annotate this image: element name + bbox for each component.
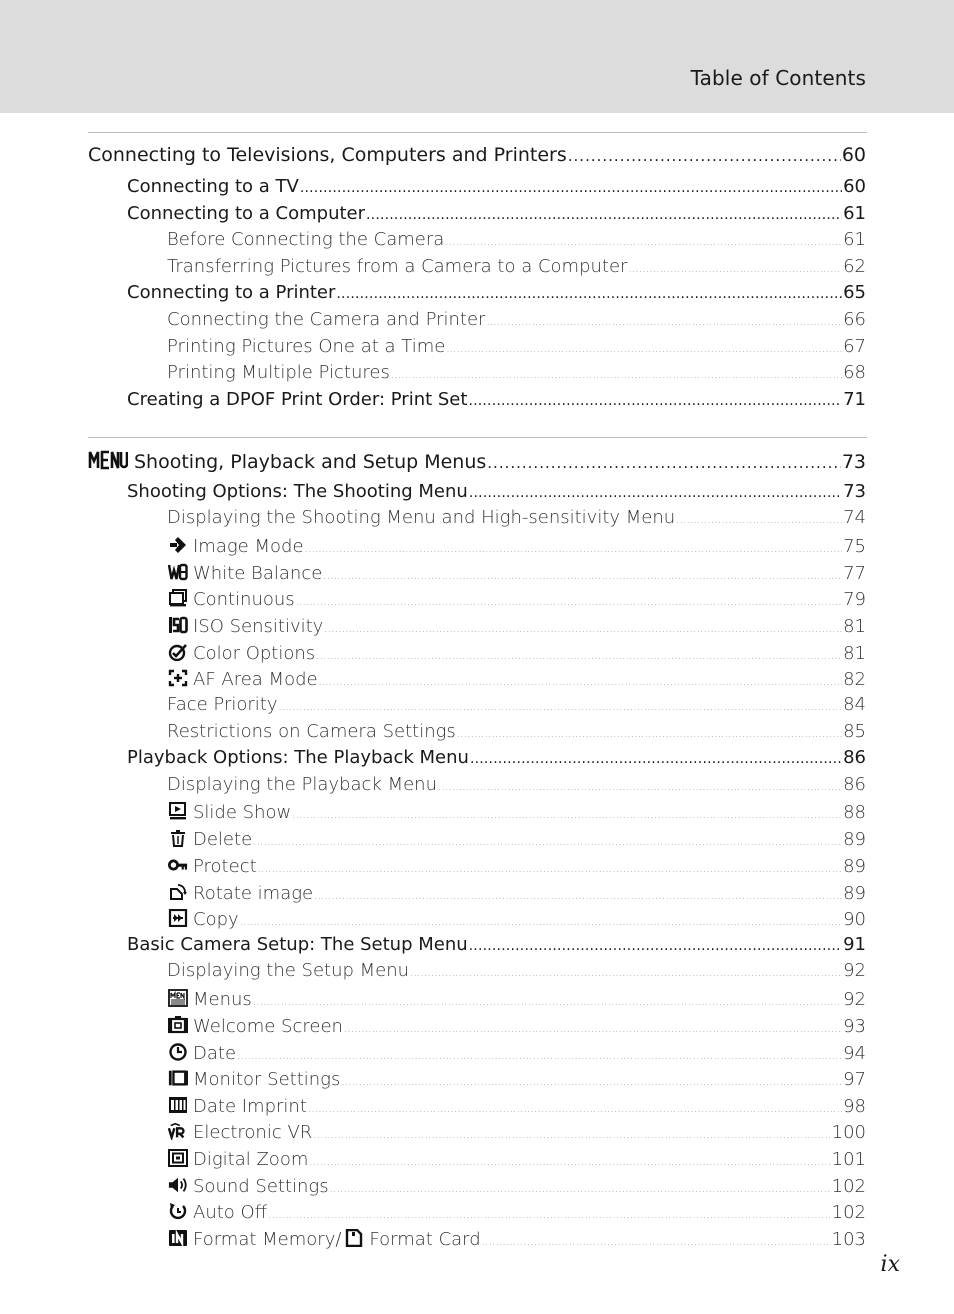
- toc-subsection[interactable]: [127, 747, 866, 768]
- toc-item-title-wrap: [167, 507, 675, 528]
- toc-item-page: 86: [843, 774, 866, 795]
- toc-item-page: 74: [843, 507, 866, 528]
- section-heading[interactable]: [88, 144, 866, 166]
- rotate-icon: [167, 883, 188, 901]
- toc-item-title-wrap: [167, 1014, 343, 1037]
- toc-item-title: Continuous: [193, 589, 295, 610]
- toc-item[interactable]: [167, 987, 866, 1010]
- toc-item-title-wrap: [167, 774, 437, 795]
- trash-icon: [167, 829, 188, 847]
- dot-leader: [487, 454, 841, 472]
- toc-item-title: Digital Zoom: [193, 1149, 309, 1170]
- dot-leader: [457, 729, 842, 740]
- toc-item-page: 81: [843, 616, 866, 637]
- toc-subsection-page: 73: [843, 481, 866, 502]
- toc-item-page: 100: [831, 1122, 866, 1143]
- dot-leader: [336, 286, 842, 302]
- toc-item-title-wrap: [167, 641, 315, 664]
- toc-item-title-wrap: [167, 587, 295, 610]
- toc-item-page: 61: [843, 229, 866, 250]
- dot-leader: [486, 317, 842, 328]
- toc-item[interactable]: [167, 229, 866, 250]
- toc-item-title-wrap: [167, 256, 627, 277]
- toc-item-page: 89: [843, 856, 866, 877]
- toc-item-title-wrap: [167, 309, 485, 330]
- toc-item[interactable]: [167, 907, 866, 930]
- toc-subsection-title-wrap: [127, 282, 335, 303]
- toc-item-page: 94: [843, 1043, 866, 1064]
- toc-subsection-title: Connecting to a Printer: [127, 282, 336, 303]
- toc-subsection-page: 61: [843, 203, 866, 224]
- dot-leader: [676, 515, 842, 526]
- toc-item-title: Delete: [193, 829, 253, 850]
- toc-item-title: AF Area Mode: [193, 669, 318, 690]
- toc-item-page: 77: [843, 563, 866, 584]
- toc-item-title-wrap: [167, 1174, 329, 1197]
- toc-item[interactable]: [167, 1067, 866, 1090]
- toc-item[interactable]: [167, 1120, 866, 1143]
- toc-subsection-title-wrap: [127, 203, 365, 224]
- toc-item[interactable]: [167, 561, 866, 584]
- toc-subsection-title-wrap: [127, 389, 467, 410]
- toc-subsection-page: 91: [843, 934, 866, 955]
- dot-leader: [300, 180, 842, 196]
- toc-item-title-wrap: [167, 987, 252, 1010]
- toc-item-page: 68: [843, 362, 866, 383]
- dot-leader: [253, 837, 842, 848]
- toc-item[interactable]: [167, 1174, 866, 1197]
- toc-item[interactable]: [167, 881, 866, 904]
- toc-item[interactable]: [167, 1041, 866, 1064]
- section-heading-page: 73: [841, 451, 866, 473]
- toc-item-title-2: Format Card: [369, 1229, 481, 1250]
- toc-item-title: Image Mode: [193, 536, 304, 557]
- section-heading-title: Shooting, Playback and Setup Menus: [134, 451, 487, 473]
- dot-leader: [469, 485, 842, 501]
- toc-item-title: Connecting the Camera and Printer: [167, 309, 486, 330]
- toc-item-title: Copy: [193, 909, 239, 930]
- dot-leader: [469, 938, 842, 954]
- toc-subsection-page: 71: [843, 389, 866, 410]
- toc-item[interactable]: [167, 534, 866, 557]
- slide-show-icon: [167, 802, 188, 820]
- toc-subsection-title-wrap: [127, 934, 468, 955]
- dot-leader: [253, 997, 842, 1008]
- toc-item-title: Auto Off: [193, 1202, 268, 1223]
- toc-item-page: 92: [843, 960, 866, 981]
- dot-leader: [279, 702, 843, 713]
- vr-icon: [167, 1122, 188, 1140]
- toc-item-page: 79: [843, 589, 866, 610]
- section-heading[interactable]: [88, 448, 866, 473]
- toc-item-title-wrap: [167, 907, 239, 930]
- page-number: ix: [880, 1252, 900, 1277]
- toc-item-title-wrap: [167, 614, 323, 637]
- toc-item-title-wrap: [167, 800, 291, 823]
- iso-icon: [167, 616, 188, 634]
- toc-item-title: Monitor Settings: [193, 1069, 341, 1090]
- toc-item[interactable]: [167, 827, 866, 850]
- dot-leader: [446, 344, 842, 355]
- toc-item[interactable]: [167, 721, 866, 742]
- toc-subsection-title-wrap: [127, 176, 299, 197]
- toc-item-title: Restrictions on Camera Settings: [167, 721, 456, 742]
- dot-leader: [324, 624, 842, 635]
- toc-item-title: Protect: [193, 856, 257, 877]
- toc-item-title: Date: [193, 1043, 237, 1064]
- toc-item-title: Face Priority: [167, 694, 278, 715]
- image-mode-icon: [167, 536, 188, 554]
- toc-item-title: Printing Multiple Pictures: [167, 362, 390, 383]
- toc-item-title-wrap: [167, 1200, 267, 1223]
- dot-leader: [445, 237, 842, 248]
- toc-item[interactable]: [167, 614, 866, 637]
- toc-item-title-wrap: [167, 534, 304, 557]
- header-title: Table of Contents: [690, 66, 866, 90]
- toc-item-title: Format Memory/: [193, 1229, 342, 1250]
- dot-leader: [366, 207, 842, 223]
- toc-item-title-wrap: [167, 1067, 340, 1090]
- toc-subsection-page: 65: [843, 282, 866, 303]
- continuous-icon: [167, 589, 188, 607]
- key-icon: [167, 856, 188, 874]
- toc-subsection-title: Shooting Options: The Shooting Menu: [127, 481, 468, 502]
- section-divider: [88, 132, 867, 133]
- toc-item-page: 97: [843, 1069, 866, 1090]
- auto-off-icon: [167, 1202, 188, 1220]
- toc-item-title: Rotate image: [193, 883, 314, 904]
- dot-leader: [482, 1237, 831, 1248]
- copy-icon: [167, 909, 188, 927]
- toc-item-page: 67: [843, 336, 866, 357]
- toc-item[interactable]: [167, 960, 866, 981]
- toc-item[interactable]: [167, 1014, 866, 1037]
- toc-item-page: 92: [843, 989, 866, 1010]
- dot-leader: [468, 393, 842, 409]
- toc-item-title: Displaying the Playback Menu: [167, 774, 437, 795]
- dot-leader: [568, 147, 841, 165]
- toc-item[interactable]: [167, 1147, 866, 1170]
- section-heading-title: Connecting to Televisions, Computers and Printers: [88, 144, 567, 166]
- toc-item[interactable]: [167, 256, 866, 277]
- toc-subsection[interactable]: [127, 481, 866, 502]
- toc-item-page: 103: [831, 1229, 866, 1250]
- toc-subsection-title: Playback Options: The Playback Menu: [127, 747, 469, 768]
- card-icon: [343, 1229, 364, 1247]
- toc-item[interactable]: [167, 641, 866, 664]
- toc-item-page: 89: [843, 829, 866, 850]
- toc-item-title: Electronic VR: [193, 1122, 313, 1143]
- toc-item[interactable]: [167, 667, 866, 690]
- toc-subsection-title: Connecting to a TV: [127, 176, 299, 197]
- dot-leader: [391, 370, 842, 381]
- internal-memory-icon: [167, 1229, 188, 1247]
- toc-subsection[interactable]: [127, 176, 866, 197]
- toc-item-page: 89: [843, 883, 866, 904]
- toc-subsection[interactable]: [127, 389, 866, 410]
- dot-leader: [438, 782, 842, 793]
- toc-item-title: Displaying the Shooting Menu and High-sensitivity Menu: [167, 507, 676, 528]
- white-balance-icon: [167, 563, 188, 581]
- toc-item-title-wrap: [167, 229, 444, 250]
- dot-leader: [344, 1024, 842, 1035]
- section-heading-title-wrap: [88, 448, 486, 473]
- toc-item-title-wrap: [167, 1227, 481, 1250]
- toc-item-title-wrap: [167, 336, 445, 357]
- toc-subsection-title: Connecting to a Computer: [127, 203, 366, 224]
- toc-subsection[interactable]: [127, 203, 866, 224]
- toc-item-page: 84: [843, 694, 866, 715]
- toc-item-page: 75: [843, 536, 866, 557]
- toc-item-title: Printing Pictures One at a Time: [167, 336, 446, 357]
- toc-item-title-wrap: [167, 1094, 307, 1117]
- toc-subsection-page: 86: [843, 747, 866, 768]
- toc-item-page: 98: [843, 1096, 866, 1117]
- digital-zoom-icon: [167, 1149, 188, 1167]
- toc-item-title-wrap: [167, 362, 390, 383]
- dot-leader: [240, 917, 842, 928]
- toc-item-title-wrap: [167, 960, 409, 981]
- toc-subsection-page: 60: [843, 176, 866, 197]
- toc-item-title: Menus: [193, 989, 252, 1010]
- toc-item[interactable]: [167, 694, 866, 715]
- toc-subsection[interactable]: [127, 282, 866, 303]
- dot-leader: [258, 864, 842, 875]
- dot-leader: [292, 810, 842, 821]
- toc-item-page: 62: [843, 256, 866, 277]
- toc-item[interactable]: [167, 587, 866, 610]
- toc-subsection-title-wrap: [127, 481, 468, 502]
- toc-item-title-wrap: [167, 1147, 308, 1170]
- dot-leader: [237, 1051, 842, 1062]
- toc-item[interactable]: [167, 1200, 866, 1223]
- toc-item-title-wrap: [167, 827, 252, 850]
- toc-item[interactable]: [167, 854, 866, 877]
- dot-leader: [323, 571, 842, 582]
- toc-item[interactable]: [167, 507, 866, 528]
- section-heading-page: 60: [841, 144, 866, 166]
- toc-subsection[interactable]: [127, 934, 866, 955]
- menu-icon: [88, 450, 128, 475]
- toc-item[interactable]: [167, 1227, 866, 1250]
- toc-item-title: Date Imprint: [193, 1096, 307, 1117]
- af-area-icon: [167, 669, 188, 687]
- toc-item-title: Color Options: [193, 643, 316, 664]
- toc-item-title-wrap: [167, 667, 318, 690]
- toc-item[interactable]: [167, 800, 866, 823]
- dot-leader: [341, 1077, 842, 1088]
- toc-item-title: Welcome Screen: [193, 1016, 343, 1037]
- toc-subsection-title: Basic Camera Setup: The Setup Menu: [127, 934, 468, 955]
- dot-leader: [628, 264, 842, 275]
- toc-item-title-wrap: [167, 694, 278, 715]
- clock-icon: [167, 1043, 188, 1061]
- toc-item-title-wrap: [167, 561, 322, 584]
- dot-leader: [319, 677, 843, 688]
- toc-item-page: 90: [843, 909, 866, 930]
- toc-subsection-title-wrap: [127, 747, 469, 768]
- dot-leader: [313, 1130, 830, 1141]
- dot-leader: [330, 1184, 831, 1195]
- section-heading-title-wrap: [88, 144, 567, 166]
- toc-item-title: Sound Settings: [193, 1176, 329, 1197]
- monitor-icon: [167, 1069, 188, 1087]
- toc-item[interactable]: [167, 336, 866, 357]
- dot-leader: [305, 544, 843, 555]
- speaker-icon: [167, 1176, 188, 1194]
- header-band: [0, 0, 954, 113]
- dot-leader: [314, 891, 842, 902]
- toc-item-title-wrap: [167, 881, 313, 904]
- dot-leader: [410, 968, 842, 979]
- color-options-icon: [167, 643, 188, 661]
- section-divider: [88, 437, 867, 438]
- toc-item-title: ISO Sensitivity: [193, 616, 324, 637]
- toc-item-title-wrap: [167, 1041, 236, 1064]
- toc-item-title: Displaying the Setup Menu: [167, 960, 410, 981]
- toc-item[interactable]: [167, 1094, 866, 1117]
- toc-item-title: White Balance: [193, 563, 323, 584]
- toc-item-title-wrap: [167, 1120, 312, 1143]
- dot-leader: [470, 751, 842, 767]
- dot-leader: [308, 1104, 842, 1115]
- toc-item[interactable]: [167, 362, 866, 383]
- toc-item-page: 81: [843, 643, 866, 664]
- toc-item-page: 102: [831, 1202, 866, 1223]
- toc-item-page: 102: [831, 1176, 866, 1197]
- welcome-screen-icon: [167, 1016, 188, 1034]
- toc-item-page: 66: [843, 309, 866, 330]
- toc-item-title: Transferring Pictures from a Camera to a Computer: [167, 256, 628, 277]
- toc-item[interactable]: [167, 774, 866, 795]
- toc-item-page: 85: [843, 721, 866, 742]
- toc-item-title-wrap: [167, 854, 257, 877]
- toc-item-page: 88: [843, 802, 866, 823]
- toc-item-page: 101: [831, 1149, 866, 1170]
- date-imprint-icon: [167, 1096, 188, 1114]
- toc-subsection-title: Creating a DPOF Print Order: Print Set: [127, 389, 468, 410]
- toc-item-title: Before Connecting the Camera: [167, 229, 445, 250]
- dot-leader: [268, 1210, 831, 1221]
- toc-item-page: 93: [843, 1016, 866, 1037]
- toc-item[interactable]: [167, 309, 866, 330]
- toc-item-page: 82: [843, 669, 866, 690]
- menus-icon: [167, 989, 188, 1007]
- dot-leader: [309, 1157, 830, 1168]
- toc-item-title: Slide Show: [193, 802, 292, 823]
- dot-leader: [296, 597, 842, 608]
- toc-item-title-wrap: [167, 721, 456, 742]
- dot-leader: [316, 651, 842, 662]
